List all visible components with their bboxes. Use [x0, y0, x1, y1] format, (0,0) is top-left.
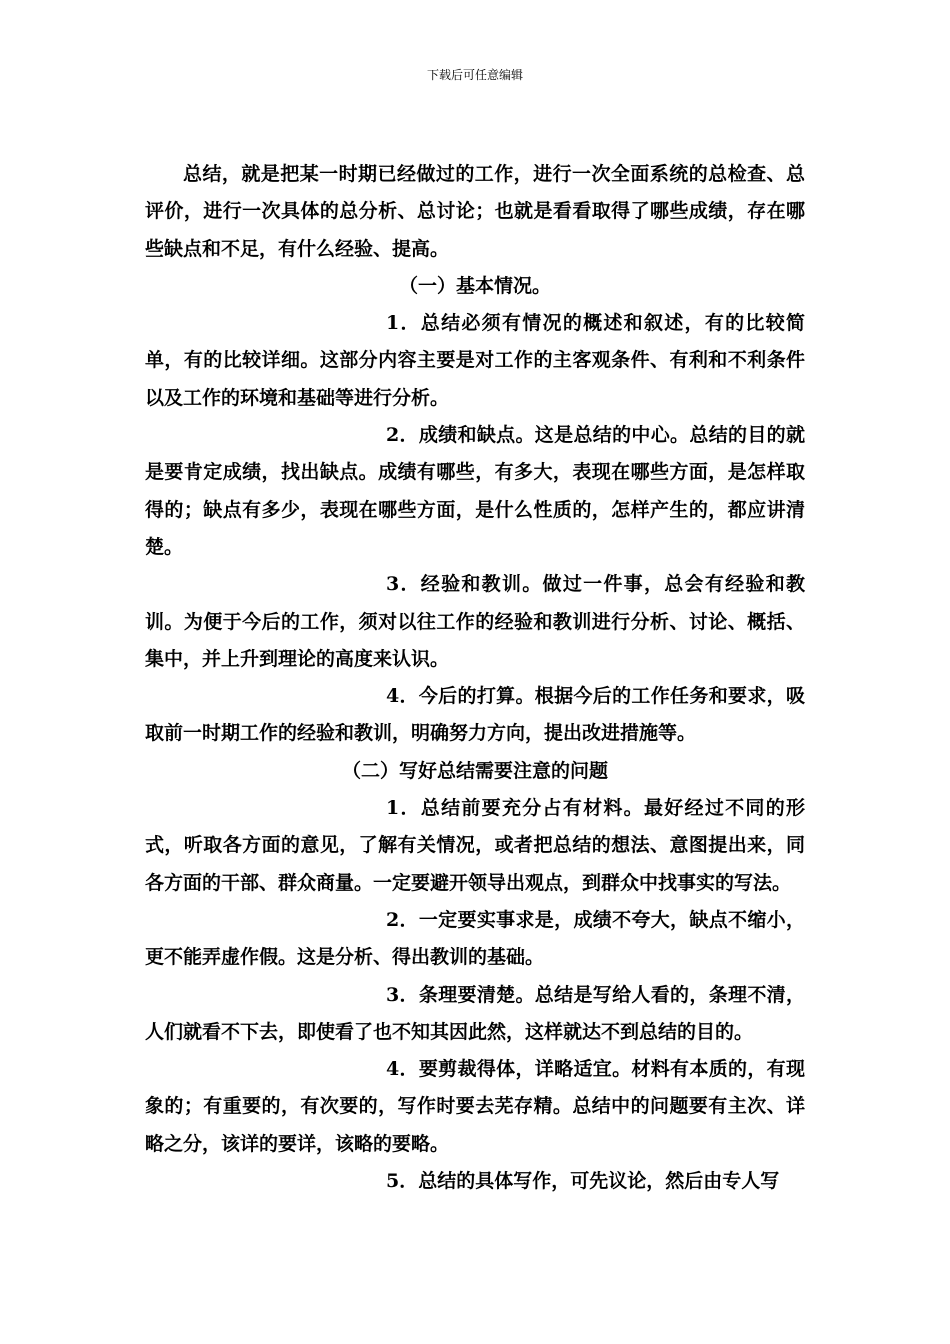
section-1-item-2: 2．成绩和缺点。这是总结的中心。总结的目的就是要肯定成绩，找出缺点。成绩有哪些，有多大，表现在哪些方面，是怎样取得的；缺点有多少，表现在哪些方面，是什么性质的，怎样产生的，都应讲清楚。	[145, 424, 805, 558]
section-heading-1: （一）基本情况。	[398, 274, 551, 297]
section-1-item-3: 3．经验和教训。做过一件事，总会有经验和教训。为便于今后的工作，须对以往工作的经验和教训进行分析、讨论、概括、集中，并上升到理论的高度来认识。	[145, 573, 805, 670]
section-2-item-3: 3．条理要清楚。总结是写给人看的，条理不清，人们就看不下去，即使看了也不知其因此然，这样就达不到总结的目的。	[145, 983, 805, 1043]
section-heading-2: （二）写好总结需要注意的问题	[341, 759, 608, 782]
section-2-item-1: 1．总结前要充分占有材料。最好经过不同的形式，听取各方面的意见，了解有关情况，或者把总结的想法、意图提出来，同各方面的干部、群众商量。一定要避开领导出观点，到群众中找事实的写法。	[145, 797, 805, 894]
page-header: 下载后可任意编辑	[426, 68, 523, 82]
section-2-item-2: 2．一定要实事求是，成绩不夸大，缺点不缩小，更不能弄虚作假。这是分析、得出教训的基础。	[145, 908, 805, 969]
section-2-item-4: 4．要剪裁得体，详略适宜。材料有本质的，有现象的；有重要的，有次要的，写作时要去芜存精。总结中的问题要有主次、详略之分，该详的要详，该略的要略。	[145, 1058, 805, 1155]
section-1-item-4: 4．今后的打算。根据今后的工作任务和要求，吸取前一时期工作的经验和教训，明确努力方向，提出改进措施等。	[145, 685, 805, 745]
section-1-item-1: 1．总结必须有情况的概述和叙述，有的比较简单，有的比较详细。这部分内容主要是对工作的主客观条件、有利和不利条件以及工作的环境和基础等进行分析。	[145, 312, 805, 409]
intro-paragraph: 总结，就是把某一时期已经做过的工作，进行一次全面系统的总检查、总评价，进行一次具体的总分析、总讨论；也就是看看取得了哪些成绩，存在哪些缺点和不足，有什么经验、提高。	[145, 163, 805, 260]
section-2-item-5: 5．总结的具体写作，可先议论，然后由专人写	[386, 1170, 780, 1193]
document-body	[145, 156, 805, 1200]
